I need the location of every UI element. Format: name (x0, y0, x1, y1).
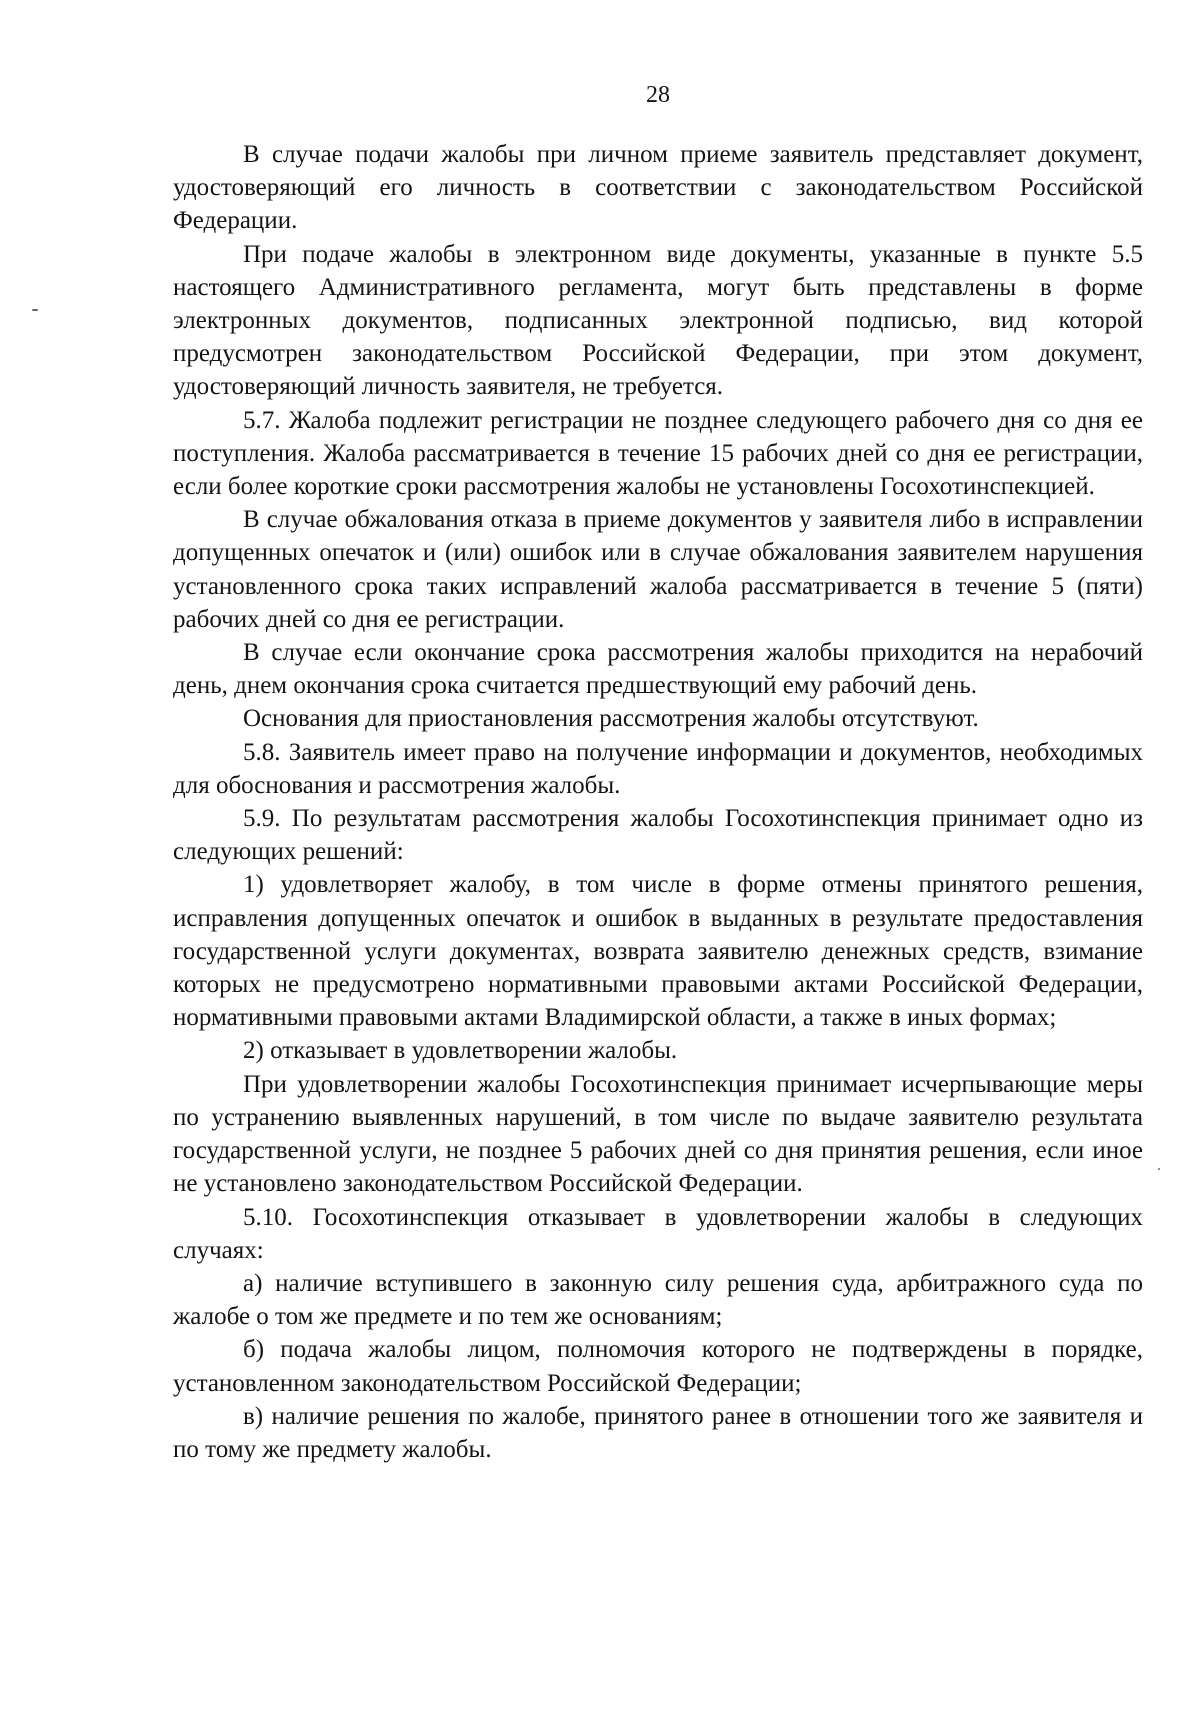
paragraph-personal-submission: В случае подачи жалобы при личном приеме заявитель представляет документ, удостоверяющий его личность в соответствии с законодательством Российской Федерации. (173, 141, 1143, 235)
paragraph-case-b-unconfirmed-authority: б) подача жалобы лицом, полномочия которого не подтверждены в порядке, установленном законодательством Российской Федерации; (173, 1336, 1143, 1397)
page-number: 28 (646, 82, 670, 108)
scan-speck-right (1158, 1168, 1160, 1170)
paragraph-5-8-right-to-information: 5.8. Заявитель имеет право на получение информации и документов, необходимых для обоснования и рассмотрения жалобы. (173, 738, 1143, 799)
scan-speck-left (32, 309, 38, 311)
paragraph-non-working-day: В случае если окончание срока рассмотрения жалобы приходится на нерабочий день, днем окончания срока считается предшествующий ему рабочий день. (173, 639, 1143, 700)
paragraph-case-c-previous-decision: в) наличие решения по жалобе, принятого ранее в отношении того же заявителя и по тому же предмету жалобы. (173, 1402, 1143, 1463)
paragraph-no-suspension: Основания для приостановления рассмотрения жалобы отсутствуют. (243, 705, 979, 733)
paragraph-satisfaction-measures: При удовлетворении жалобы Госохотинспекция принимает исчерпывающие меры по устранению выявленных нарушений, в том числе по выдаче заявителю результата государственной услуги, не позднее 5 рабочих дней со дня принятия решения, если иное не установлено законодательством Российской Федерации. (173, 1070, 1143, 1198)
paragraph-decision-1-satisfy: 1) удовлетворяет жалобу, в том числе в форме отмены принятого решения, исправления допущенных опечаток и ошибок в выданных в результате предоставления государственной услуги документах, возврата заявителю денежных средств, взимание которых не предусмотрено нормативными правовыми актами Российской Федерации, нормативными правовыми актами Владимирской области, а также в иных формах; (173, 871, 1143, 1032)
paragraph-5-9-decisions: 5.9. По результатам рассмотрения жалобы Госохотинспекция принимает одно из следующих решений: (173, 805, 1143, 866)
paragraph-electronic-submission: При подаче жалобы в электронном виде документы, указанные в пункте 5.5 настоящего Административного регламента, могут быть представлены в форме электронных документов, подписанных электронной подписью, вид которой предусмотрен законодательством Российской Федерации, при этом документ, удостоверяющий личность заявителя, не требуется. (173, 240, 1143, 401)
paragraph-decision-2-refuse: 2) отказывает в удовлетворении жалобы. (243, 1037, 678, 1065)
document-body (173, 138, 1143, 1466)
paragraph-refusal-appeal: В случае обжалования отказа в приеме документов у заявителя либо в исправлении допущенных опечаток и (или) ошибок или в случае обжалования заявителем нарушения установленного срока таких исправлений жалоба рассматривается в течение 5 (пяти) рабочих дней со дня ее регистрации. (173, 506, 1143, 633)
paragraph-case-a-court-decision: а) наличие вступившего в законную силу решения суда, арбитражного суда по жалобе о том же предмете и по тем же основаниям; (173, 1269, 1143, 1331)
paragraph-5-10-refusal-cases: 5.10. Госохотинспекция отказывает в удовлетворении жалобы в следующих случаях: (173, 1203, 1143, 1264)
paragraph-5-7-registration: 5.7. Жалоба подлежит регистрации не позднее следующего рабочего дня со дня ее поступления. Жалоба рассматривается в течение 15 рабочих дней со дня ее регистрации, если более короткие сроки рассмотрения жалобы не установлены Госохотинспекцией. (173, 406, 1143, 501)
